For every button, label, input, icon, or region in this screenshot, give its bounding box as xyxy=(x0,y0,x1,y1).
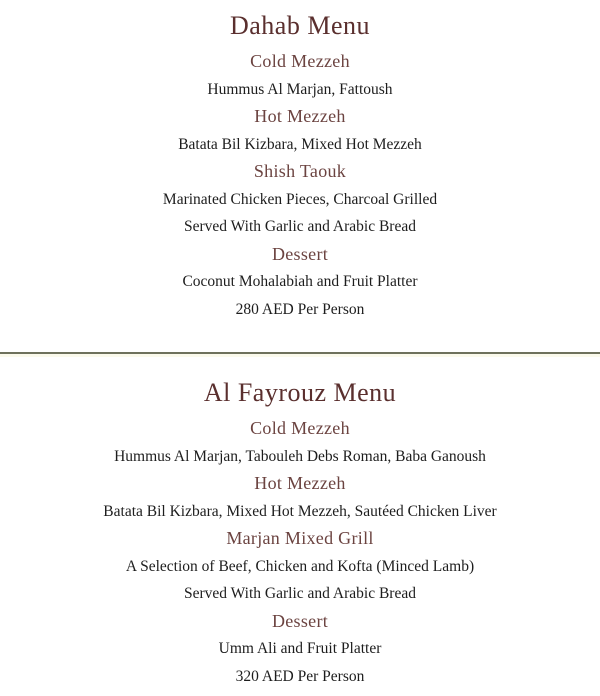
category-heading: Hot Mezzeh xyxy=(254,106,346,126)
menu-section-fayrouz xyxy=(0,377,600,690)
menu-item-line: Hummus Al Marjan, Fattoush xyxy=(207,80,393,98)
menu-item-line: Umm Ali and Fruit Platter xyxy=(218,640,382,657)
category-heading: Cold Mezzeh xyxy=(250,51,350,71)
menu-item-line: Batata Bil Kizbara, Mixed Hot Mezzeh xyxy=(178,135,422,153)
category-heading: Dessert xyxy=(271,243,329,264)
menu-item-line: Served With Garlic and Arabic Bread xyxy=(184,218,416,235)
price-line: 320 AED Per Person xyxy=(235,667,365,685)
category-heading: Hot Mezzeh xyxy=(254,473,346,493)
category-heading: Marjan Mixed Grill xyxy=(226,528,374,548)
menu-item-line: Hummus Al Marjan, Tabouleh Debs Roman, Baba Ganoush xyxy=(114,447,486,465)
menu-item-line: A Selection of Beef, Chicken and Kofta (Minced Lamb) xyxy=(125,557,475,575)
category-heading: Shish Taouk xyxy=(253,161,347,181)
category-heading: Dessert xyxy=(271,610,329,631)
menu-item-line: Marinated Chicken Pieces, Charcoal Grilled xyxy=(162,190,438,208)
price-line: 280 AED Per Person xyxy=(235,300,365,318)
menu-title: Al Fayrouz Menu xyxy=(203,378,397,407)
menu-title: Dahab Menu xyxy=(229,11,370,40)
menu-item-line: Batata Bil Kizbara, Mixed Hot Mezzeh, Sautéed Chicken Liver xyxy=(103,502,497,520)
menu-section-dahab xyxy=(0,0,600,323)
category-heading: Cold Mezzeh xyxy=(250,418,350,438)
menu-item-line: Served With Garlic and Arabic Bread xyxy=(184,585,416,602)
menu-item-line: Coconut Mohalabiah and Fruit Platter xyxy=(182,273,418,290)
section-divider xyxy=(0,352,600,357)
